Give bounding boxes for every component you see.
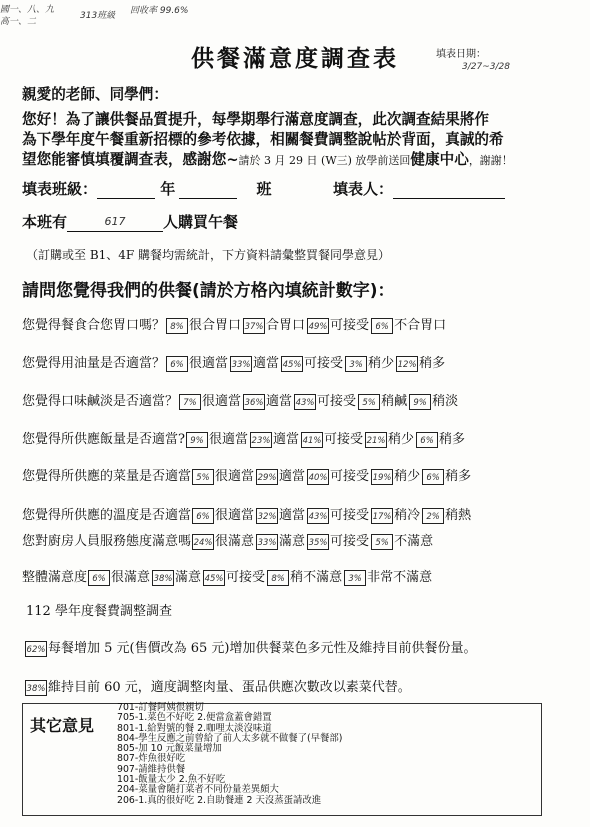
answer-label: 可接受 [330, 318, 370, 333]
answer-box[interactable]: 6% [422, 469, 444, 485]
intro-line-1: 您好！為了讓供餐品質提升，每學期舉行滿意度調查，此次調查結果將作 [22, 111, 490, 128]
count-suffix: 人購買午餐 [163, 213, 239, 231]
answer-box[interactable]: 19% [371, 469, 393, 485]
answer-label: 不滿意 [394, 534, 434, 549]
answer-label: 適當 [273, 432, 300, 447]
answer-label: 稍鹹 [381, 394, 408, 409]
comment-item: 206-1.真的很好吃 2.自助餐連 2 天沒蒸蛋請改進 [117, 794, 322, 806]
answer-box[interactable]: 43% [307, 508, 329, 524]
answer-label: 不合胃口 [394, 318, 447, 333]
grade-input[interactable] [97, 182, 155, 199]
answer-label: 稍少 [394, 469, 421, 484]
question-text: 您覺得所供應的菜量是否適當 [22, 469, 192, 484]
answer-box[interactable]: 29% [256, 469, 278, 485]
class-field-row [22, 178, 272, 199]
answer-label: 很適當 [215, 508, 255, 523]
answer-label: 適當 [253, 356, 280, 371]
answer-box[interactable]: 9% [409, 394, 431, 410]
person-input[interactable] [393, 182, 505, 199]
answer-label: 稍冷 [394, 508, 421, 523]
answer-box[interactable]: 37% [243, 318, 265, 334]
answer-box[interactable]: 45% [203, 570, 225, 586]
answer-label: 稍熱 [445, 508, 472, 523]
answer-label: 滿意 [279, 534, 306, 549]
comment-item: 804-學生反應之前曾給了前人太多就不做餐了(早餐部) [117, 732, 343, 744]
question-text: 您覺得所供應的溫度是否適當 [22, 508, 192, 523]
section-title: 請問您覺得我們的供餐(請於方格內填統計數字)： [22, 281, 395, 301]
answer-label: 很滿意 [215, 534, 255, 549]
greeting: 親愛的老師、同學們： [22, 86, 168, 103]
answer-box[interactable]: 17% [371, 508, 393, 524]
answer-box[interactable]: 35% [307, 534, 329, 550]
answer-box[interactable]: 3% [344, 570, 366, 586]
answer-label: 稍不滿意 [290, 570, 343, 585]
answer-label: 很適當 [202, 394, 242, 409]
answer-label: 可接受 [324, 432, 364, 447]
comments-list [117, 703, 342, 806]
comment-item: 807-炸魚很好吃 [117, 753, 186, 765]
question-row [22, 531, 587, 553]
fee-option-2-text: 維持目前 60 元，適度調整肉量、蛋品供應次數改以素菜代替。 [48, 680, 411, 695]
comment-item: 701-訂餐阿姨很親切 [117, 702, 204, 713]
answer-box[interactable]: 5% [371, 534, 393, 550]
handwritten-return-rate: 回收率 99.6% [130, 6, 189, 16]
answer-label: 適當 [279, 508, 306, 523]
answer-label: 稍多 [419, 356, 446, 371]
fee-option-1-box[interactable]: 62% [25, 641, 47, 657]
question-text: 您覺得口味鹹淡是否適當？ [22, 394, 179, 409]
purchase-note: （訂購或至 B1、4F 購餐均需統計，下方資料請彙整買餐同學意見） [26, 248, 391, 262]
class-number-input[interactable] [179, 182, 237, 199]
answer-box[interactable]: 24% [192, 534, 214, 550]
handwritten-grades-1: 國一、八、九 [0, 5, 55, 15]
answer-label: 稍少 [368, 356, 395, 371]
answer-label: 稍多 [439, 432, 466, 447]
comment-item: 204-菜量會隨打菜者不同份量差異頗大 [117, 784, 279, 796]
answer-box[interactable]: 21% [365, 432, 387, 448]
answer-box[interactable]: 32% [256, 508, 278, 524]
purchase-count-row [22, 211, 238, 232]
answer-box[interactable]: 38% [152, 570, 174, 586]
answer-label: 適當 [279, 469, 306, 484]
intro-line-2: 為下學年度午餐重新招標的參考依據，相關餐費調整說帖於背面，真誠的希 [22, 131, 504, 148]
person-label: 填表人： [333, 180, 394, 198]
answer-label: 很適當 [208, 432, 248, 447]
answer-label: 非常不滿意 [367, 570, 433, 585]
answer-box[interactable]: 6% [192, 508, 214, 524]
count-input[interactable]: 617 [67, 215, 163, 232]
answer-label: 稍多 [445, 469, 472, 484]
answer-box[interactable]: 5% [192, 469, 214, 485]
answer-box[interactable]: 6% [371, 318, 393, 334]
answer-box[interactable]: 9% [186, 432, 208, 448]
answer-box[interactable]: 43% [294, 394, 316, 410]
answer-label: 可接受 [304, 356, 344, 371]
answer-label: 很合胃口 [189, 318, 242, 333]
answer-label: 適當 [266, 394, 293, 409]
comment-item: 805-加 10 元飯菜量增加 [117, 743, 222, 755]
fee-option-2-box[interactable]: 38% [25, 680, 47, 696]
answer-label: 可接受 [330, 508, 370, 523]
class-unit-label: 班 [256, 180, 272, 198]
answer-label: 可接受 [330, 469, 370, 484]
page-title: 供餐滿意度調查表 [191, 46, 399, 72]
answer-label: 稍淡 [432, 394, 459, 409]
question-row [22, 315, 587, 337]
answer-label: 合胃口 [266, 318, 306, 333]
class-field-label: 填表班級： [22, 180, 98, 198]
question-row [22, 567, 587, 589]
question-text: 您覺得用油量是否適當？ [22, 356, 166, 371]
fee-option-1 [24, 637, 477, 657]
answer-box[interactable]: 41% [301, 432, 323, 448]
handwritten-grades-2: 高一、二 [0, 17, 37, 27]
answer-box[interactable]: 45% [281, 356, 303, 372]
answer-box[interactable]: 36% [243, 394, 265, 410]
question-row [22, 505, 587, 527]
answer-box[interactable]: 8% [267, 570, 289, 586]
question-row [22, 353, 587, 375]
answer-label: 可接受 [317, 394, 357, 409]
answer-box[interactable]: 12% [396, 356, 418, 372]
answer-box[interactable]: 7% [179, 394, 201, 410]
person-field [333, 178, 505, 199]
comments-title: 其它意見 [30, 716, 95, 735]
answer-label: 很滿意 [111, 570, 151, 585]
intro-paragraph [22, 110, 582, 171]
fee-title: 112 學年度餐費調整調查 [26, 604, 172, 619]
fill-date-value[interactable]: 3/27~3/28 [462, 62, 510, 72]
answer-box[interactable]: 23% [250, 432, 272, 448]
answer-box[interactable]: 33% [256, 534, 278, 550]
question-row [22, 466, 587, 488]
answer-label: 很適當 [189, 356, 229, 371]
intro-line-3: 望您能審慎填覆調查表，感謝您~請於 3 月 29 日 (W三) 放學前送回健康中心，謝謝！ [22, 151, 513, 168]
question-row [22, 429, 587, 451]
answer-label: 可接受 [226, 570, 266, 585]
comment-item: 705-1.菜色不好吃 2.便當盒蓋會錯置 [117, 712, 272, 724]
answer-box[interactable]: 6% [166, 356, 188, 372]
question-text: 您覺得餐食合您胃口嗎？ [22, 318, 166, 333]
answer-label: 可接受 [330, 534, 370, 549]
fee-option-2 [24, 676, 411, 696]
answer-label: 很適當 [215, 469, 255, 484]
answer-label: 稍少 [388, 432, 415, 447]
question-text: 整體滿意度 [22, 570, 88, 585]
comment-item: 907-請維持供餐 [117, 763, 186, 775]
comment-item: 801-1.給對號的餐 2.咖哩太淡沒味道 [117, 722, 272, 734]
answer-box[interactable]: 40% [307, 469, 329, 485]
answer-box[interactable]: 33% [230, 356, 252, 372]
fill-date-label: 填表日期： [436, 49, 486, 60]
count-prefix: 本班有 [22, 213, 68, 231]
answer-box[interactable]: 8% [166, 318, 188, 334]
comment-item: 101-飯量太少 2.魚不好吃 [117, 774, 226, 786]
question-row [22, 391, 587, 413]
question-text: 您覺得所供應飯量是否適當? [22, 432, 185, 447]
question-text: 您對廚房人員服務態度滿意嗎 [22, 534, 192, 549]
answer-box[interactable]: 3% [345, 356, 367, 372]
answer-box[interactable]: 2% [422, 508, 444, 524]
answer-label: 滿意 [175, 570, 202, 585]
fee-option-1-text: 每餐增加 5 元(售價改為 65 元)增加供餐菜色多元性及維持目前供餐份量。 [48, 641, 477, 656]
handwritten-class-count: 313班級 [80, 11, 116, 21]
year-label: 年 [160, 180, 176, 198]
answer-box[interactable]: 6% [88, 570, 110, 586]
answer-box[interactable]: 5% [358, 394, 380, 410]
answer-box[interactable]: 6% [416, 432, 438, 448]
answer-box[interactable]: 49% [307, 318, 329, 334]
